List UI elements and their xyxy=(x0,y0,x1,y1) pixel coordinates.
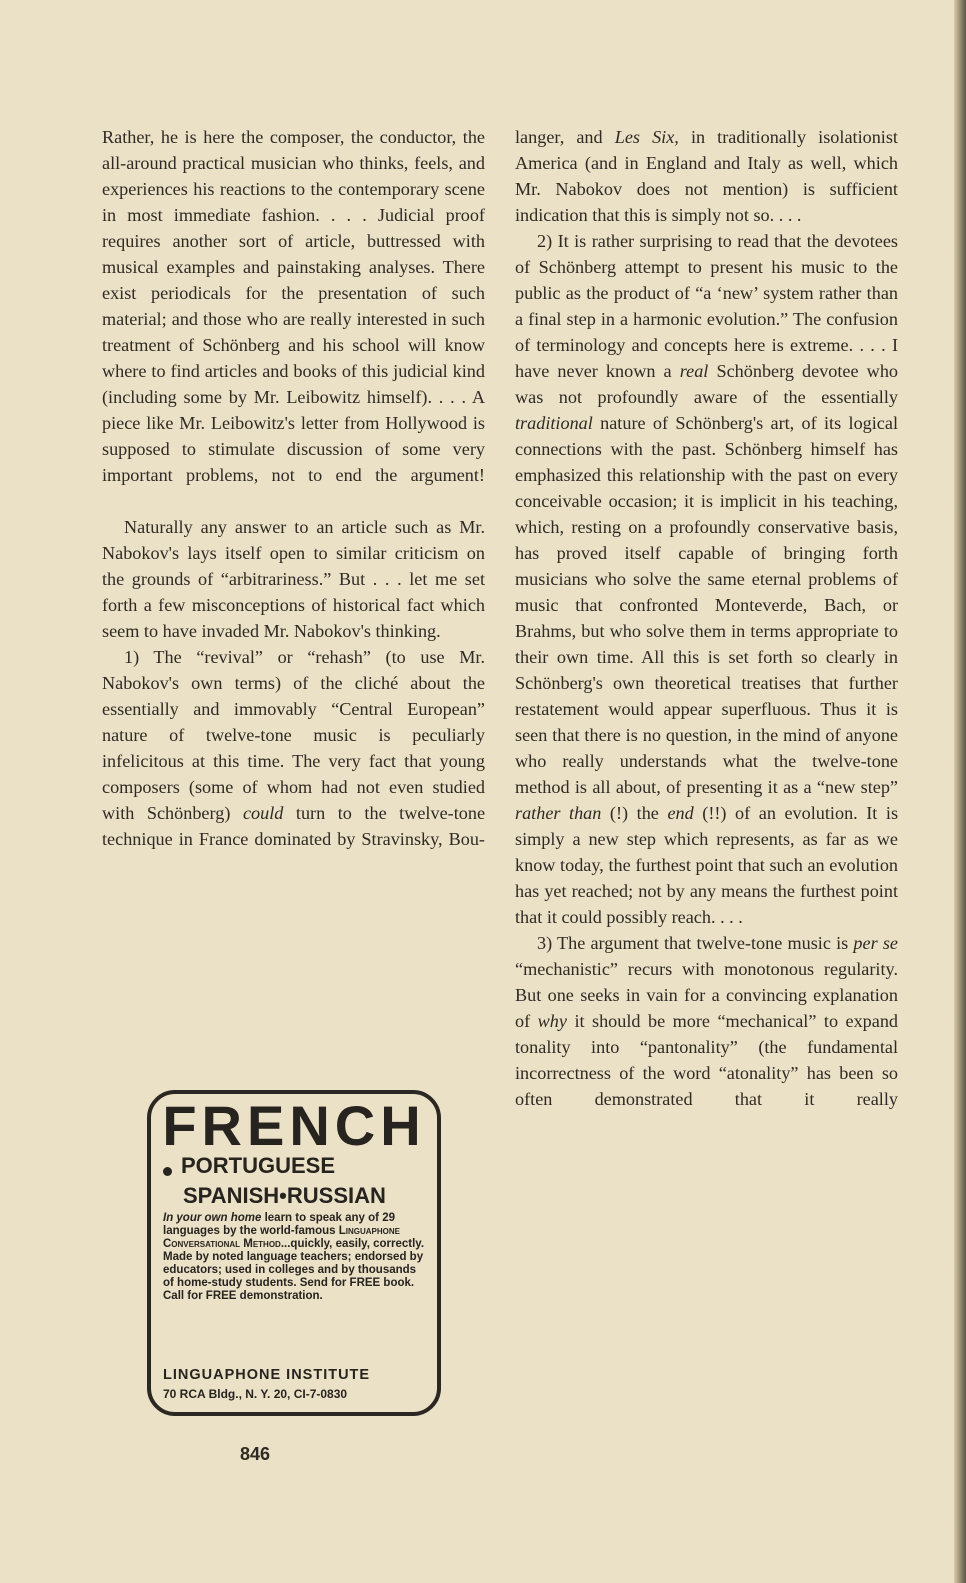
ad-headline: FRENCH xyxy=(162,1094,426,1157)
linguaphone-advertisement xyxy=(147,1090,441,1416)
article-right-column xyxy=(515,124,898,1138)
emphasis: end xyxy=(667,803,694,823)
ad-languages-line-2: SPANISH•RUSSIAN xyxy=(183,1183,386,1208)
emphasis: traditional xyxy=(515,413,593,433)
emphasis: why xyxy=(537,1011,567,1031)
ad-institute-name: LINGUAPHONE INSTITUTE xyxy=(163,1367,371,1383)
paragraph: Naturally any answer to an article such as Mr. Nabokov's lays itself open to similar criticism on the grounds of “arbitrariness.” But . . . let me set forth a few misconceptions of historical fact which seem to have invaded Mr. Nabokov's thinking. xyxy=(102,517,485,641)
bullet-icon xyxy=(163,1167,172,1176)
paragraph: 3) The argument that twelve-tone music is per se “mechanistic” recurs with monotonous regularity. But one seeks in vain for a convincing explanation of why it should be more “mechanical” to expand tonality into “pantonality” (the fundamental incorrectness of the word “atonality” has been so often demonstrated that it really xyxy=(515,933,899,1109)
paragraph: Rather, he is here the composer, the conductor, the all-around practical musician who thinks, feels, and experiences his reactions to the contemporary scene in most immediate fashion. . . . Judicial proof requires another sort of article, buttressed with musical examples and painstaking analyses. There exist periodicals for the presentation of such material; and those who are really interested in such treatment of Schönberg and his school will know where to find articles and books of this judicial kind (including some by Mr. Leibowitz himself). . . . A piece like Mr. Leibowitz's letter from Hollywood is supposed to stimulate discussion of some very important problems, not to end the argument! xyxy=(102,127,485,485)
emphasis: per se xyxy=(853,933,898,953)
page-edge-shadow xyxy=(954,0,966,1583)
emphasis: Les Six, xyxy=(614,127,679,147)
emphasis: rather than xyxy=(515,803,602,823)
paragraph: 1) The “revival” or “rehash” (to use Mr. Nabokov's own terms) of the cliché about the essentially and immovably “Central European” nature of twelve-tone music is peculiarly infelicitous at this time. The very fact that young composers (some of whom had not even studied with Schönberg) could turn to the twelve-tone technique in France dominated by Stravinsky, Bou- xyxy=(102,647,486,849)
article-left-column xyxy=(102,124,485,878)
paragraph: langer, and Les Six, in traditionally isolationist America (and in England and Italy as well, which Mr. Nabokov does not mention) is sufficient indication that this is simply not so. . . . xyxy=(515,127,898,225)
ad-languages-line-1: PORTUGUESE xyxy=(181,1153,336,1178)
emphasis: could xyxy=(242,803,284,823)
emphasis: real xyxy=(679,361,709,381)
page-number: 846 xyxy=(239,1444,271,1464)
paragraph: 2) It is rather surprising to read that the devotees of Schönberg attempt to present his music to the public as the product of “a ‘new’ system rather than a final step in a harmonic evolution.” The confusion of terminology and concepts here is extreme. . . . I have never known a real Schönberg devotee who was not profoundly aware of the essentially traditional nature of Schönberg's art, of its logical connections with the past. Schönberg himself has emphasized this relationship with the past on every conceivable occasion; it is implicit in his teaching, which, resting on a profoundly conservative basis, has proved itself capable of bringing forth musicians who solve the same eternal problems of music that confronted Monteverde, Bach, or Brahms, but who solve them in terms appropriate to their own time. All this is set forth so clearly in Schönberg's own theoretical treatises that further restatement would appear superfluous. Thus it is seen that there is no question, in the mind of anyone who really understands what the twelve-tone method is all about, of presenting it as a “new step” rather than (!) the end (!!) of an evolution. It is simply a new step which represents, as far as we know today, the furthest point that such an evolution has yet reached; not by any means the furthest point that it could possibly reach. . . . xyxy=(515,231,899,927)
ad-body: In your own home learn to speak any of 29 languages by the world-famous Linguaphone Conversational Method...quickly, easily, correctly. Made by noted language teachers; endorsed by educators; used in colleges and by thousands of home-study students. Send for FREE book. Call for FREE demonstration. xyxy=(163,1212,425,1302)
ad-address: 70 RCA Bldg., N. Y. 20, CI-7-0830 xyxy=(163,1387,348,1401)
